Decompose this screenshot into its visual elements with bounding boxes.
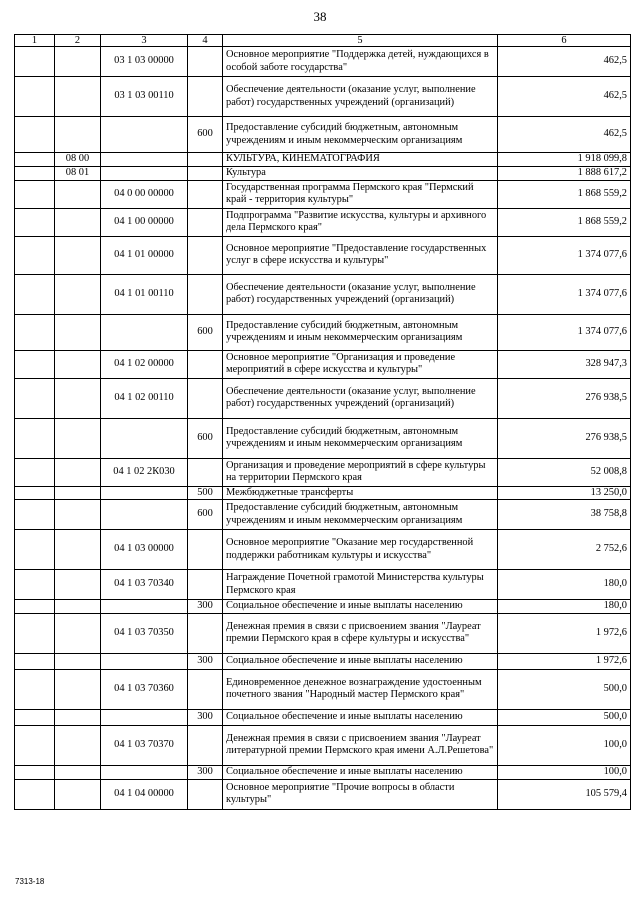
amount: 328 947,3: [498, 350, 631, 378]
target-code: [101, 418, 188, 458]
expense-type: [188, 725, 223, 765]
expense-type: 300: [188, 653, 223, 669]
header-col-1: 1: [15, 35, 55, 47]
expense-type: 300: [188, 600, 223, 614]
section-code: [55, 350, 101, 378]
table-row: [15, 117, 631, 153]
table-row: [15, 725, 631, 765]
amount: 1 972,6: [498, 613, 631, 653]
item-name: Организация и проведение мероприятий в сфере культуры на территории Пермского края: [223, 458, 498, 486]
target-code: [101, 153, 188, 167]
row-col-1: [15, 167, 55, 181]
amount: 100,0: [498, 765, 631, 779]
table-row: [15, 709, 631, 725]
item-name: Основное мероприятие "Оказание мер государственной поддержки работникам культуры и искусства": [223, 530, 498, 570]
amount: 1 888 617,2: [498, 167, 631, 181]
expense-type: [188, 180, 223, 208]
section-code: [55, 725, 101, 765]
item-name: Основное мероприятие "Поддержка детей, нуждающихся в особой заботе государства": [223, 47, 498, 77]
row-col-1: [15, 418, 55, 458]
header-col-3: 3: [101, 35, 188, 47]
item-name: Культура: [223, 167, 498, 181]
row-col-1: [15, 653, 55, 669]
target-code: [101, 765, 188, 779]
section-code: [55, 47, 101, 77]
amount: 1 374 077,6: [498, 314, 631, 350]
target-code: [101, 486, 188, 500]
row-col-1: [15, 378, 55, 418]
table-header-row: [15, 35, 631, 47]
section-code: [55, 669, 101, 709]
section-code: [55, 418, 101, 458]
item-name: Предоставление субсидий бюджетным, автономным учреждениям и иным некоммерческим организациям: [223, 418, 498, 458]
amount: 13 250,0: [498, 486, 631, 500]
budget-table: [14, 34, 631, 810]
row-col-1: [15, 500, 55, 530]
section-code: [55, 236, 101, 274]
target-code: 04 1 00 00000: [101, 208, 188, 236]
row-col-1: [15, 709, 55, 725]
section-code: 08 00: [55, 153, 101, 167]
expense-type: [188, 153, 223, 167]
section-code: [55, 458, 101, 486]
section-code: [55, 653, 101, 669]
target-code: 04 1 03 70340: [101, 570, 188, 600]
expense-type: [188, 530, 223, 570]
amount: 2 752,6: [498, 530, 631, 570]
table-row: [15, 274, 631, 314]
expense-type: [188, 274, 223, 314]
item-name: Единовременное денежное вознаграждение удостоенным почетного звания "Народный мастер Пермского края": [223, 669, 498, 709]
amount: 38 758,8: [498, 500, 631, 530]
section-code: 08 01: [55, 167, 101, 181]
amount: 1 868 559,2: [498, 208, 631, 236]
target-code: 04 1 02 00110: [101, 378, 188, 418]
expense-type: [188, 208, 223, 236]
row-col-1: [15, 180, 55, 208]
section-code: [55, 208, 101, 236]
section-code: [55, 779, 101, 809]
table-row: [15, 47, 631, 77]
table-row: [15, 350, 631, 378]
row-col-1: [15, 530, 55, 570]
expense-type: [188, 167, 223, 181]
item-name: Социальное обеспечение и иные выплаты населению: [223, 653, 498, 669]
target-code: 04 0 00 00000: [101, 180, 188, 208]
target-code: 04 1 02 00000: [101, 350, 188, 378]
amount: 276 938,5: [498, 378, 631, 418]
amount: 500,0: [498, 709, 631, 725]
amount: 462,5: [498, 47, 631, 77]
amount: 1 868 559,2: [498, 180, 631, 208]
row-col-1: [15, 77, 55, 117]
section-code: [55, 600, 101, 614]
target-code: 03 1 03 00000: [101, 47, 188, 77]
item-name: Награждение Почетной грамотой Министерства культуры Пермского края: [223, 570, 498, 600]
item-name: Межбюджетные трансферты: [223, 486, 498, 500]
row-col-1: [15, 117, 55, 153]
amount: 462,5: [498, 117, 631, 153]
item-name: Подпрограмма "Развитие искусства, культуры и архивного дела Пермского края": [223, 208, 498, 236]
row-col-1: [15, 779, 55, 809]
section-code: [55, 314, 101, 350]
table-row: [15, 486, 631, 500]
target-code: 04 1 03 70350: [101, 613, 188, 653]
target-code: [101, 500, 188, 530]
target-code: [101, 653, 188, 669]
table-row: [15, 530, 631, 570]
row-col-1: [15, 236, 55, 274]
amount: 1 972,6: [498, 653, 631, 669]
expense-type: 600: [188, 117, 223, 153]
table-row: [15, 500, 631, 530]
target-code: 04 1 03 70370: [101, 725, 188, 765]
table-row: [15, 378, 631, 418]
row-col-1: [15, 274, 55, 314]
amount: 276 938,5: [498, 418, 631, 458]
section-code: [55, 709, 101, 725]
target-code: [101, 600, 188, 614]
header-col-5: 5: [223, 35, 498, 47]
item-name: Обеспечение деятельности (оказание услуг, выполнение работ) государственных учреждений (организаций): [223, 274, 498, 314]
item-name: Основное мероприятие "Прочие вопросы в области культуры": [223, 779, 498, 809]
item-name: Обеспечение деятельности (оказание услуг, выполнение работ) государственных учреждений (организаций): [223, 378, 498, 418]
amount: 105 579,4: [498, 779, 631, 809]
item-name: Предоставление субсидий бюджетным, автономным учреждениям и иным некоммерческим организациям: [223, 117, 498, 153]
expense-type: 600: [188, 314, 223, 350]
target-code: 04 1 01 00000: [101, 236, 188, 274]
document-code: 7313-18: [15, 877, 45, 886]
amount: 52 008,8: [498, 458, 631, 486]
row-col-1: [15, 570, 55, 600]
table-row: [15, 653, 631, 669]
row-col-1: [15, 669, 55, 709]
table-row: [15, 458, 631, 486]
table-row: [15, 208, 631, 236]
expense-type: [188, 669, 223, 709]
expense-type: [188, 779, 223, 809]
target-code: [101, 167, 188, 181]
table-row: [15, 314, 631, 350]
table-row: [15, 669, 631, 709]
amount: 100,0: [498, 725, 631, 765]
section-code: [55, 378, 101, 418]
section-code: [55, 180, 101, 208]
section-code: [55, 486, 101, 500]
row-col-1: [15, 47, 55, 77]
table-row: [15, 236, 631, 274]
section-code: [55, 274, 101, 314]
item-name: Социальное обеспечение и иные выплаты населению: [223, 709, 498, 725]
header-col-6: 6: [498, 35, 631, 47]
section-code: [55, 765, 101, 779]
target-code: 04 1 04 00000: [101, 779, 188, 809]
target-code: [101, 314, 188, 350]
expense-type: 600: [188, 500, 223, 530]
row-col-1: [15, 458, 55, 486]
header-col-4: 4: [188, 35, 223, 47]
table-row: [15, 167, 631, 181]
item-name: Предоставление субсидий бюджетным, автономным учреждениям и иным некоммерческим организациям: [223, 500, 498, 530]
item-name: КУЛЬТУРА, КИНЕМАТОГРАФИЯ: [223, 153, 498, 167]
table-row: [15, 153, 631, 167]
table-row: [15, 765, 631, 779]
target-code: 04 1 03 70360: [101, 669, 188, 709]
table-row: [15, 613, 631, 653]
item-name: Денежная премия в связи с присвоением звания "Лауреат литературной премии Пермского края имени А.Л.Решетова": [223, 725, 498, 765]
row-col-1: [15, 600, 55, 614]
expense-type: 500: [188, 486, 223, 500]
table-row: [15, 600, 631, 614]
page-number: 38: [313, 9, 327, 24]
item-name: Предоставление субсидий бюджетным, автономным учреждениям и иным некоммерческим организациям: [223, 314, 498, 350]
amount: 1 374 077,6: [498, 274, 631, 314]
item-name: Основное мероприятие "Организация и проведение мероприятий в сфере искусства и культуры": [223, 350, 498, 378]
expense-type: [188, 77, 223, 117]
row-col-1: [15, 765, 55, 779]
section-code: [55, 117, 101, 153]
target-code: [101, 117, 188, 153]
target-code: [101, 709, 188, 725]
item-name: Государственная программа Пермского края "Пермский край - территория культуры": [223, 180, 498, 208]
amount: 180,0: [498, 600, 631, 614]
expense-type: 300: [188, 709, 223, 725]
amount: 1 374 077,6: [498, 236, 631, 274]
row-col-1: [15, 350, 55, 378]
amount: 500,0: [498, 669, 631, 709]
expense-type: 600: [188, 418, 223, 458]
expense-type: [188, 350, 223, 378]
expense-type: [188, 458, 223, 486]
row-col-1: [15, 208, 55, 236]
item-name: Обеспечение деятельности (оказание услуг, выполнение работ) государственных учреждений (организаций): [223, 77, 498, 117]
expense-type: [188, 570, 223, 600]
row-col-1: [15, 153, 55, 167]
target-code: 04 1 03 00000: [101, 530, 188, 570]
row-col-1: [15, 613, 55, 653]
target-code: 03 1 03 00110: [101, 77, 188, 117]
item-name: Социальное обеспечение и иные выплаты населению: [223, 600, 498, 614]
table-row: [15, 779, 631, 809]
target-code: 04 1 02 2К030: [101, 458, 188, 486]
section-code: [55, 530, 101, 570]
row-col-1: [15, 486, 55, 500]
expense-type: [188, 47, 223, 77]
section-code: [55, 613, 101, 653]
amount: 1 918 099,8: [498, 153, 631, 167]
target-code: 04 1 01 00110: [101, 274, 188, 314]
row-col-1: [15, 314, 55, 350]
item-name: Денежная премия в связи с присвоением звания "Лауреат премии Пермского края в сфере культуры и искусства": [223, 613, 498, 653]
table-row: [15, 418, 631, 458]
table-row: [15, 570, 631, 600]
amount: 180,0: [498, 570, 631, 600]
expense-type: 300: [188, 765, 223, 779]
item-name: Основное мероприятие "Предоставление государственных услуг в сфере искусства и культуры": [223, 236, 498, 274]
section-code: [55, 77, 101, 117]
table-row: [15, 180, 631, 208]
expense-type: [188, 613, 223, 653]
row-col-1: [15, 725, 55, 765]
table-body: [15, 47, 631, 810]
header-col-2: 2: [55, 35, 101, 47]
section-code: [55, 500, 101, 530]
expense-type: [188, 236, 223, 274]
expense-type: [188, 378, 223, 418]
item-name: Социальное обеспечение и иные выплаты населению: [223, 765, 498, 779]
table-row: [15, 77, 631, 117]
section-code: [55, 570, 101, 600]
amount: 462,5: [498, 77, 631, 117]
